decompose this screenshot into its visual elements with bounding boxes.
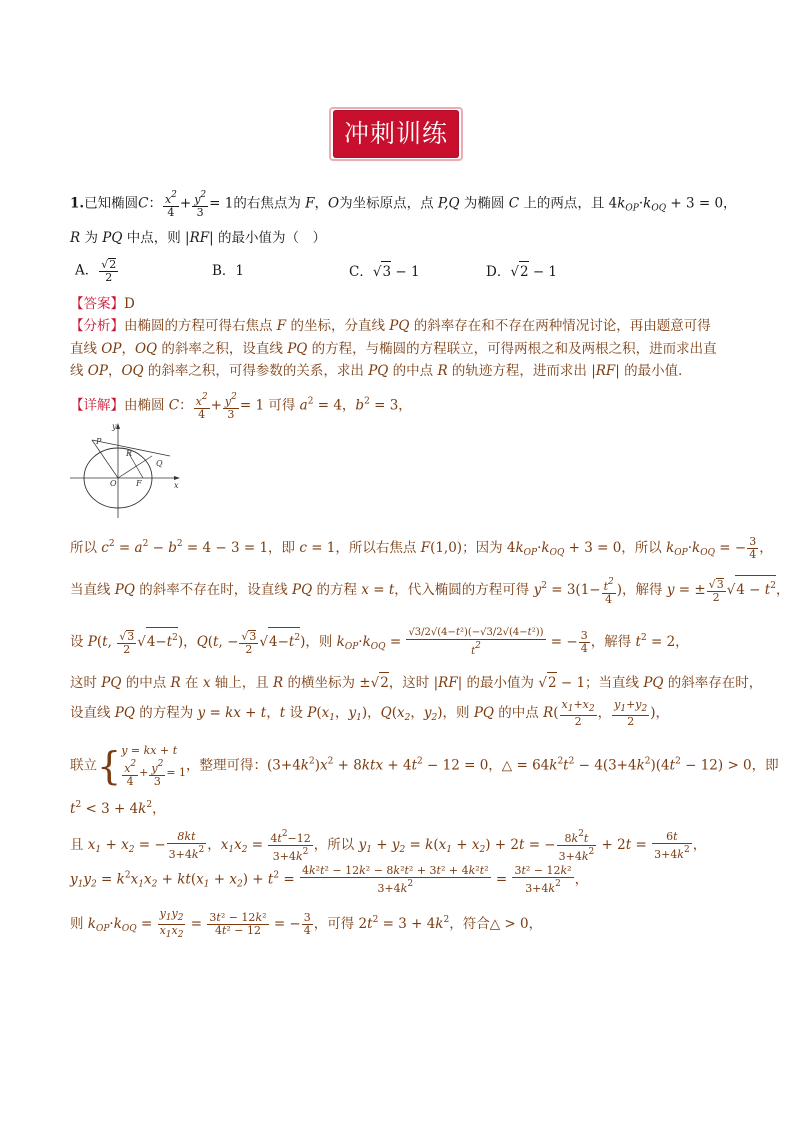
choice-a[interactable]: A． $\frac{√2}{2}$ xyxy=(75,258,117,284)
fig-label-r: R xyxy=(126,449,133,458)
detail-line-6: 设直线 PQ 的方程为 y = kx + t，t 设 $P(x_1$，$y_1$)，$Q(x_2$，$y_2$)，则 PQ 的中点 R( $\frac{x_1+x_2}{2}$ ， $\frac{y_1+y_2}{2}$ )， xyxy=(70,698,670,728)
fig-label-p: P xyxy=(96,437,102,446)
detail-line-4: 设 P(t, $\frac{√3}{2}$ $√4-t^2$)，Q(t, − $\frac{√3}{2}$ $√4-t^2$)，则 $k_{OP}\cdot k_{OQ}$ = $\frac{\text{√3/2√(4−t²)(−√3/2√(4−t²))}}{t2}$ = − $\frac{3}{4}$ ，解得 $t^2 = 2$， xyxy=(70,627,689,657)
detail-line-8: $t^2 < 3 + 4k^2$， xyxy=(70,800,166,817)
section-banner xyxy=(333,110,459,158)
detail-line-5: 这时 PQ 的中点 R 在 x 轴上，且 R 的横坐标为 ±√2，这时 |RF| 的最小值为 √2 − 1；当直线 PQ 的斜率存在时， xyxy=(70,672,762,693)
detail-line-9: 且 $x_1 + x_2$ = − $\frac{8kt}{3+4k^2}$ ，$x_1x_2$ = $\frac{4t^2-12}{3+4k^2}$ ，所以 $y_1 + y_2 = k(x_1 + x_2) + 2t$ = − $\frac{8k^2t}{3+4k^2}$ + 2t = $\frac{6t}{3+4k^2}$ ， xyxy=(70,829,707,863)
detail-line-7: 联立{y = kx + t $\frac{x^2}{4}$ + $\frac{y^2}{3}$ = 1，整理可得：$(3+4k^2)x^2 + 8ktx + 4t^2 - 12 = 0$，△ = $64k^2t^2 - 4(3+4k^2)(4t^2 - 12) > 0$，即 xyxy=(70,744,779,788)
choice-d[interactable]: D．√2 − 1 xyxy=(486,261,557,282)
detail-line-3: 当直线 PQ 的斜率不存在时，设直线 PQ 的方程 x = t，代入椭圆的方程可得 $y^2 = 3(1-$ $\frac{t^2}{4}$ )，解得 y = ± $\frac{√3}{2}$ $√4 - t^2$， xyxy=(70,576,790,606)
choice-c[interactable]: C．√3 − 1 xyxy=(349,261,420,282)
detail-line-1: 【详解】由椭圆 C： $\frac{x^2}{4}$ + $\frac{y^2}{3}$ = 1 可得 $a^2 = 4$，$b^2 = 3$， xyxy=(70,392,412,421)
answer-tag: 【答案】 xyxy=(70,296,124,312)
analysis-line-1: 【分析】由椭圆的方程可得右焦点 F 的坐标，分直线 PQ 的斜率存在和不存在两种情况讨论，再由题意可得 xyxy=(70,318,711,334)
question-number: 1. xyxy=(70,195,85,212)
fig-label-f: F xyxy=(136,479,142,488)
choice-b[interactable]: B．1 xyxy=(212,263,245,279)
question-line-2: R 为 PQ 中点，则 |RF| 的最小值为（ ） xyxy=(70,230,326,246)
fig-label-o: O xyxy=(110,479,117,488)
answer-line xyxy=(70,294,135,314)
fig-label-x: x xyxy=(174,481,179,490)
question-line-1: 1.已知椭圆C： $\frac{x^2}{4}$ + $\frac{y^2}{3}$ = 1的右焦点为 F，O为坐标原点，点 P,Q 为椭圆 C 上的两点，且 $4k_{OP}\cdot k_{OQ} + 3 = 0$， xyxy=(70,190,737,219)
detail-line-2: 所以 $c^2 = a^2 - b^2 = 4 - 3 = 1$，即 c = 1，所以右焦点 F(1,0)；因为 $4k_{OP}\cdot k_{OQ} + 3 = 0$，所以 $k_{OP}\cdot k_{OQ}$ = − $\frac{3}{4}$ ， xyxy=(70,535,773,561)
answer-value: D xyxy=(124,296,135,312)
detail-line-10: $y_1y_2 = k^2x_1x_2 + kt(x_1 + x_2) + t^2$ = $\frac{\text{4k²t² − 12k² − 8k²t² + 3t² + 4k²t²}}{3+4k^2}$ = $\frac{\text{3t² − 12k²}}{3+4k^2}$ ， xyxy=(70,864,589,895)
ellipse-figure xyxy=(70,420,185,520)
banner-title: 冲刺训练 xyxy=(343,119,448,148)
fig-label-q: Q xyxy=(156,459,163,468)
analysis-line-2: 直线 OP，OQ 的斜率之积，设直线 PQ 的方程，与椭圆的方程联立，可得两根之和及两根之积，进而求出直 xyxy=(70,341,717,357)
detail-line-11: 则 $k_{OP}\cdot k_{OQ}$ = $\frac{y_1y_2}{x_1x_2}$ = $\frac{\text{3t² − 12k²}}{\text{4t² − 12}}$ = − $\frac{3}{4}$ ，可得 $2t^2 = 3 + 4k^2$，符合△ > 0， xyxy=(70,907,543,940)
analysis-line-3: 线 OP，OQ 的斜率之积，可得参数的关系，求出 PQ 的中点 R 的轨迹方程，进而求出 |RF| 的最小值． xyxy=(70,363,692,379)
fig-label-y: y xyxy=(112,422,117,431)
